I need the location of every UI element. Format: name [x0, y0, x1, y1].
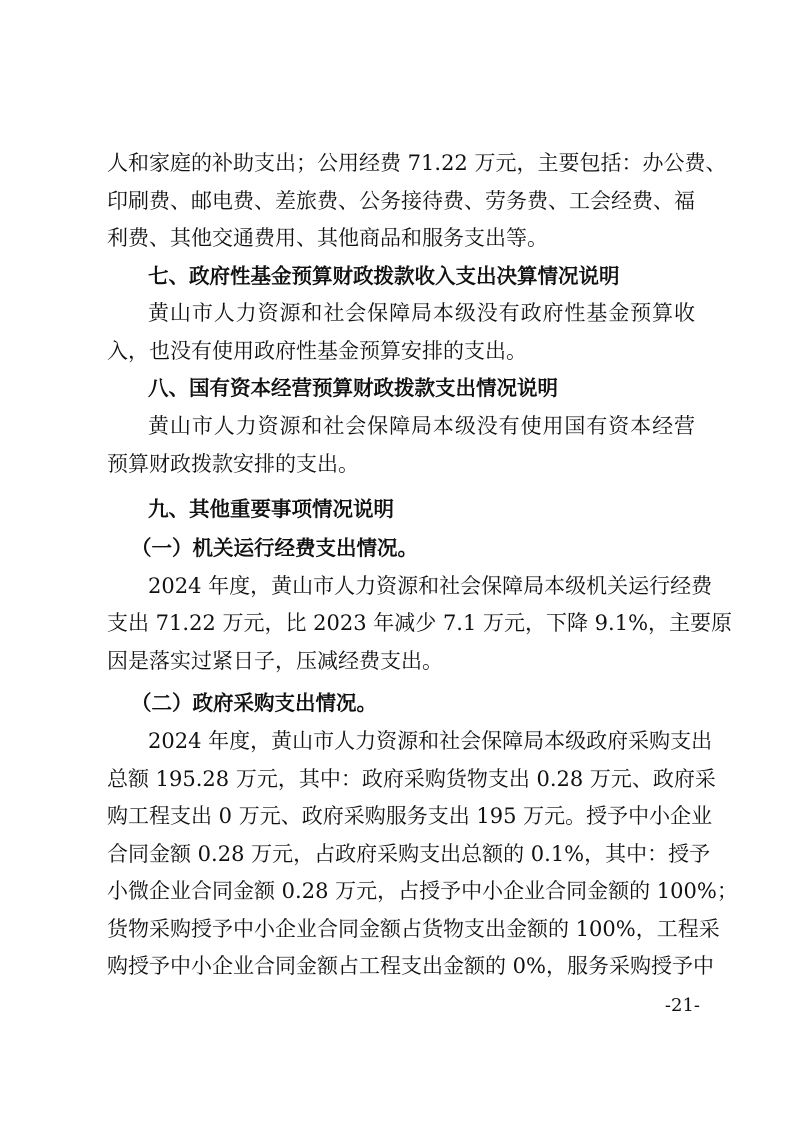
section-heading-8: 八、国有资本经营预算财政拨款支出情况说明 — [148, 376, 558, 400]
body-text-line: 总额 195.28 万元，其中：政府采购货物支出 0.28 万元、政府采 — [107, 767, 716, 791]
section-heading-7: 七、政府性基金预算财政拨款收入支出决算情况说明 — [148, 264, 620, 288]
body-text-line: 入，也没有使用政府性基金预算安排的支出。 — [107, 339, 527, 363]
body-text-line: 购工程支出 0 万元、政府采购服务支出 195 万元。授予中小企业 — [107, 804, 713, 828]
body-text-line: 小微企业合同金额 0.28 万元，占授予中小企业合同金额的 100%； — [107, 879, 738, 903]
body-text-line: 利费、其他交通费用、其他商品和服务支出等。 — [107, 226, 548, 250]
body-text-line: 黄山市人力资源和社会保障局本级没有政府性基金预算收 — [148, 301, 695, 325]
subsection-heading-1: （一）机关运行经费支出情况。 — [131, 536, 418, 560]
page-number: -21- — [664, 995, 700, 1016]
subsection-heading-2: （二）政府采购支出情况。 — [131, 691, 377, 715]
body-text-line: 2024 年度，黄山市人力资源和社会保障局本级政府采购支出 — [148, 729, 713, 753]
body-text-line: 因是落实过紧日子，压减经费支出。 — [107, 649, 443, 673]
section-heading-9: 九、其他重要事项情况说明 — [148, 497, 394, 521]
body-text-line: 预算财政拨款安排的支出。 — [107, 452, 359, 476]
body-text-line: 合同金额 0.28 万元，占政府采购支出总额的 0.1%，其中：授予 — [107, 842, 711, 866]
body-text-line: 黄山市人力资源和社会保障局本级没有使用国有资本经营 — [148, 414, 695, 438]
body-text-line: 购授予中小企业合同金额占工程支出金额的 0%，服务采购授予中 — [107, 954, 714, 978]
body-text-line: 印刷费、邮电费、差旅费、公务接待费、劳务费、工会经费、福 — [107, 189, 695, 213]
body-text-line: 人和家庭的补助支出；公用经费 71.22 万元，主要包括：办公费、 — [107, 151, 727, 175]
body-text-line: 货物采购授予中小企业合同金额占货物支出金额的 100%，工程采 — [107, 917, 720, 941]
body-text-line: 2024 年度，黄山市人力资源和社会保障局本级机关运行经费 — [148, 574, 713, 598]
body-text-line: 支出 71.22 万元，比 2023 年减少 7.1 万元，下降 9.1%，主要原 — [107, 611, 733, 635]
